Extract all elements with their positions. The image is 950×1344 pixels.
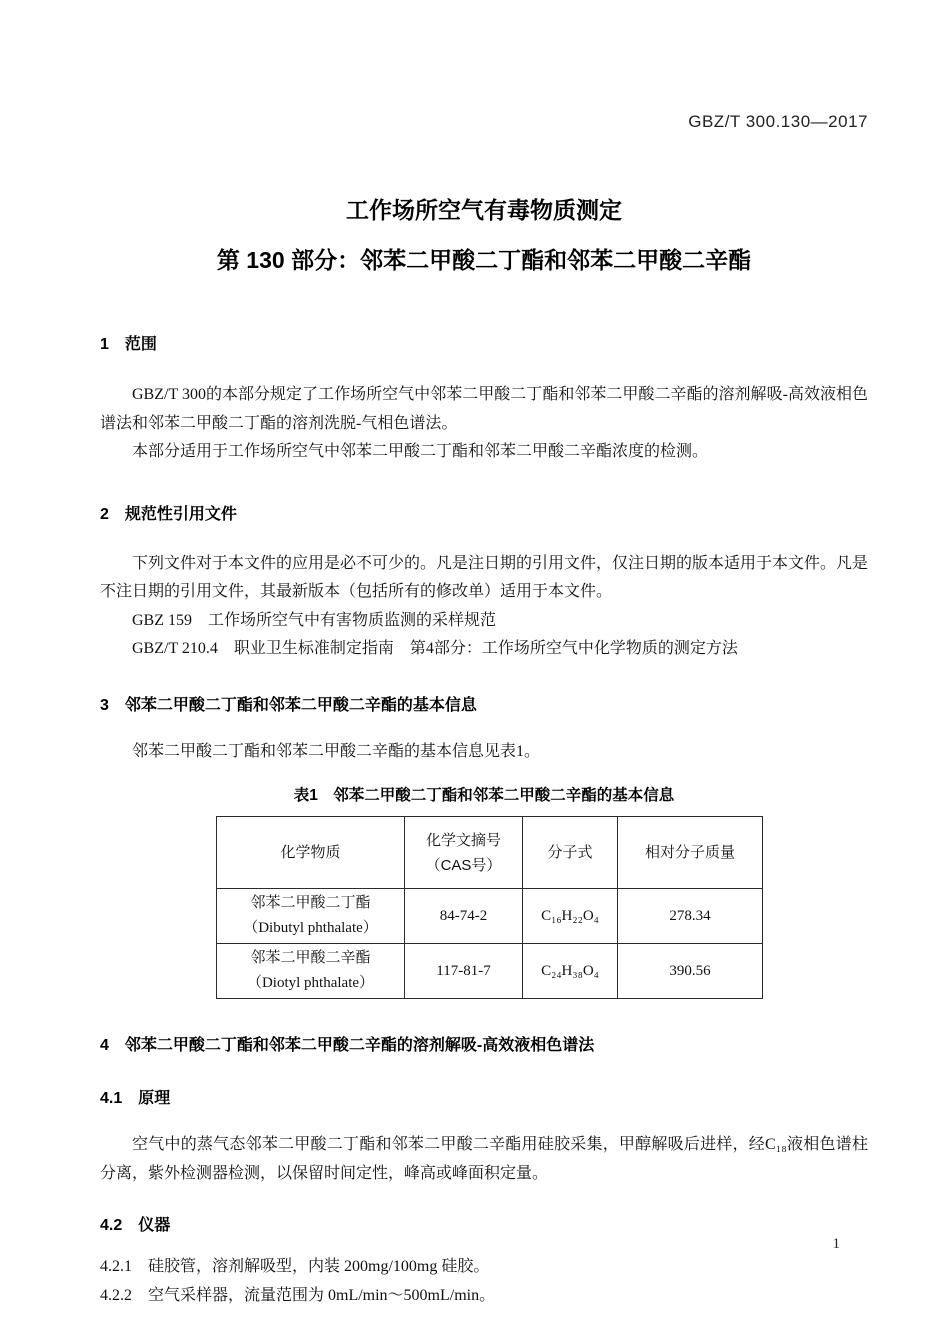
reference-gbzt-210-4: GBZ/T 210.4 职业卫生标准制定指南 第4部分：工作场所空气中化学物质的测定方法 <box>132 640 738 657</box>
section-4-heading: 4 邻苯二甲酸二丁酯和邻苯二甲酸二辛酯的溶剂解吸-高效液相色谱法 <box>100 1037 595 1054</box>
section-4-2-heading: 4.2 仪器 <box>100 1217 171 1234</box>
section-3-paragraph-1: 邻苯二甲酸二丁酯和邻苯二甲酸二辛酯的基本信息见表1。 <box>132 742 541 760</box>
document-title-line1: 工作场所空气有毒物质测定 <box>346 197 622 223</box>
section-4-2-2-item: 4.2.2 空气采样器，流量范围为 0mL/min～500mL/min。 <box>100 1286 496 1304</box>
section-1-paragraph-1: GBZ/T 300的本部分规定了工作场所空气中邻苯二甲酸二丁酯和邻苯二甲酸二辛酯的溶剂解吸-高效液相色谱法和邻苯二甲酸二丁酯的溶剂洗脱-气相色谱法。 <box>100 386 868 432</box>
column-header-chemical: 化学物质 <box>217 817 405 889</box>
cell-molecular-weight: 390.56 <box>618 944 763 999</box>
table-1-caption: 表1 邻苯二甲酸二丁酯和邻苯二甲酸二辛酯的基本信息 <box>293 787 675 804</box>
column-header-formula: 分子式 <box>523 817 618 889</box>
column-header-molecular-weight: 相对分子质量 <box>618 817 763 889</box>
standard-number: GBZ/T 300.130—2017 <box>688 112 868 131</box>
section-1-heading: 1 范围 <box>100 336 157 353</box>
cell-molecular-weight: 278.34 <box>618 889 763 944</box>
basic-info-table <box>216 816 763 999</box>
cell-cas-number: 117-81-7 <box>405 944 523 999</box>
section-3-heading: 3 邻苯二甲酸二丁酯和邻苯二甲酸二辛酯的基本信息 <box>100 696 477 714</box>
document-title-line2: 第 130 部分：邻苯二甲酸二丁酯和邻苯二甲酸二辛酯 <box>216 247 752 273</box>
cell-formula: C₁₆H₂₂O₄ <box>523 889 618 944</box>
cell-cas-number: 84-74-2 <box>405 889 523 944</box>
cell-formula: C₂₄H₃₈O₄ <box>523 944 618 999</box>
table-row <box>217 889 763 944</box>
section-4-1-heading: 4.1 原理 <box>100 1090 171 1107</box>
table-row <box>217 944 763 999</box>
section-2-heading: 2 规范性引用文件 <box>100 505 237 523</box>
page-number: 1 <box>832 1236 840 1252</box>
section-4-2-1-item: 4.2.1 硅胶管，溶剂解吸型，内装 200mg/100mg 硅胶。 <box>100 1258 490 1275</box>
table-header-row <box>217 817 763 889</box>
reference-gbz-159: GBZ 159 工作场所空气中有害物质监测的采样规范 <box>132 611 497 629</box>
cell-chemical-name: 邻苯二甲酸二丁酯 （Dibutyl phthalate） <box>217 889 405 944</box>
section-4-1-paragraph: 空气中的蒸气态邻苯二甲酸二丁酯和邻苯二甲酸二辛酯用硅胶采集，甲醇解吸后进样，经C₁₈液相色谱柱分离，紫外检测器检测，以保留时间定性，峰高或峰面积定量。 <box>100 1136 868 1182</box>
section-1-paragraph-2: 本部分适用于工作场所空气中邻苯二甲酸二丁酯和邻苯二甲酸二辛酯浓度的检测。 <box>132 443 709 460</box>
cell-chemical-name: 邻苯二甲酸二辛酯 （Diotyl phthalate） <box>217 944 405 999</box>
section-2-paragraph-1: 下列文件对于本文件的应用是必不可少的。凡是注日期的引用文件，仅注日期的版本适用于本文件。凡是不注日期的引用文件，其最新版本（包括所有的修改单）适用于本文件。 <box>100 554 869 600</box>
column-header-cas: 化学文摘号 （CAS号） <box>405 817 523 889</box>
